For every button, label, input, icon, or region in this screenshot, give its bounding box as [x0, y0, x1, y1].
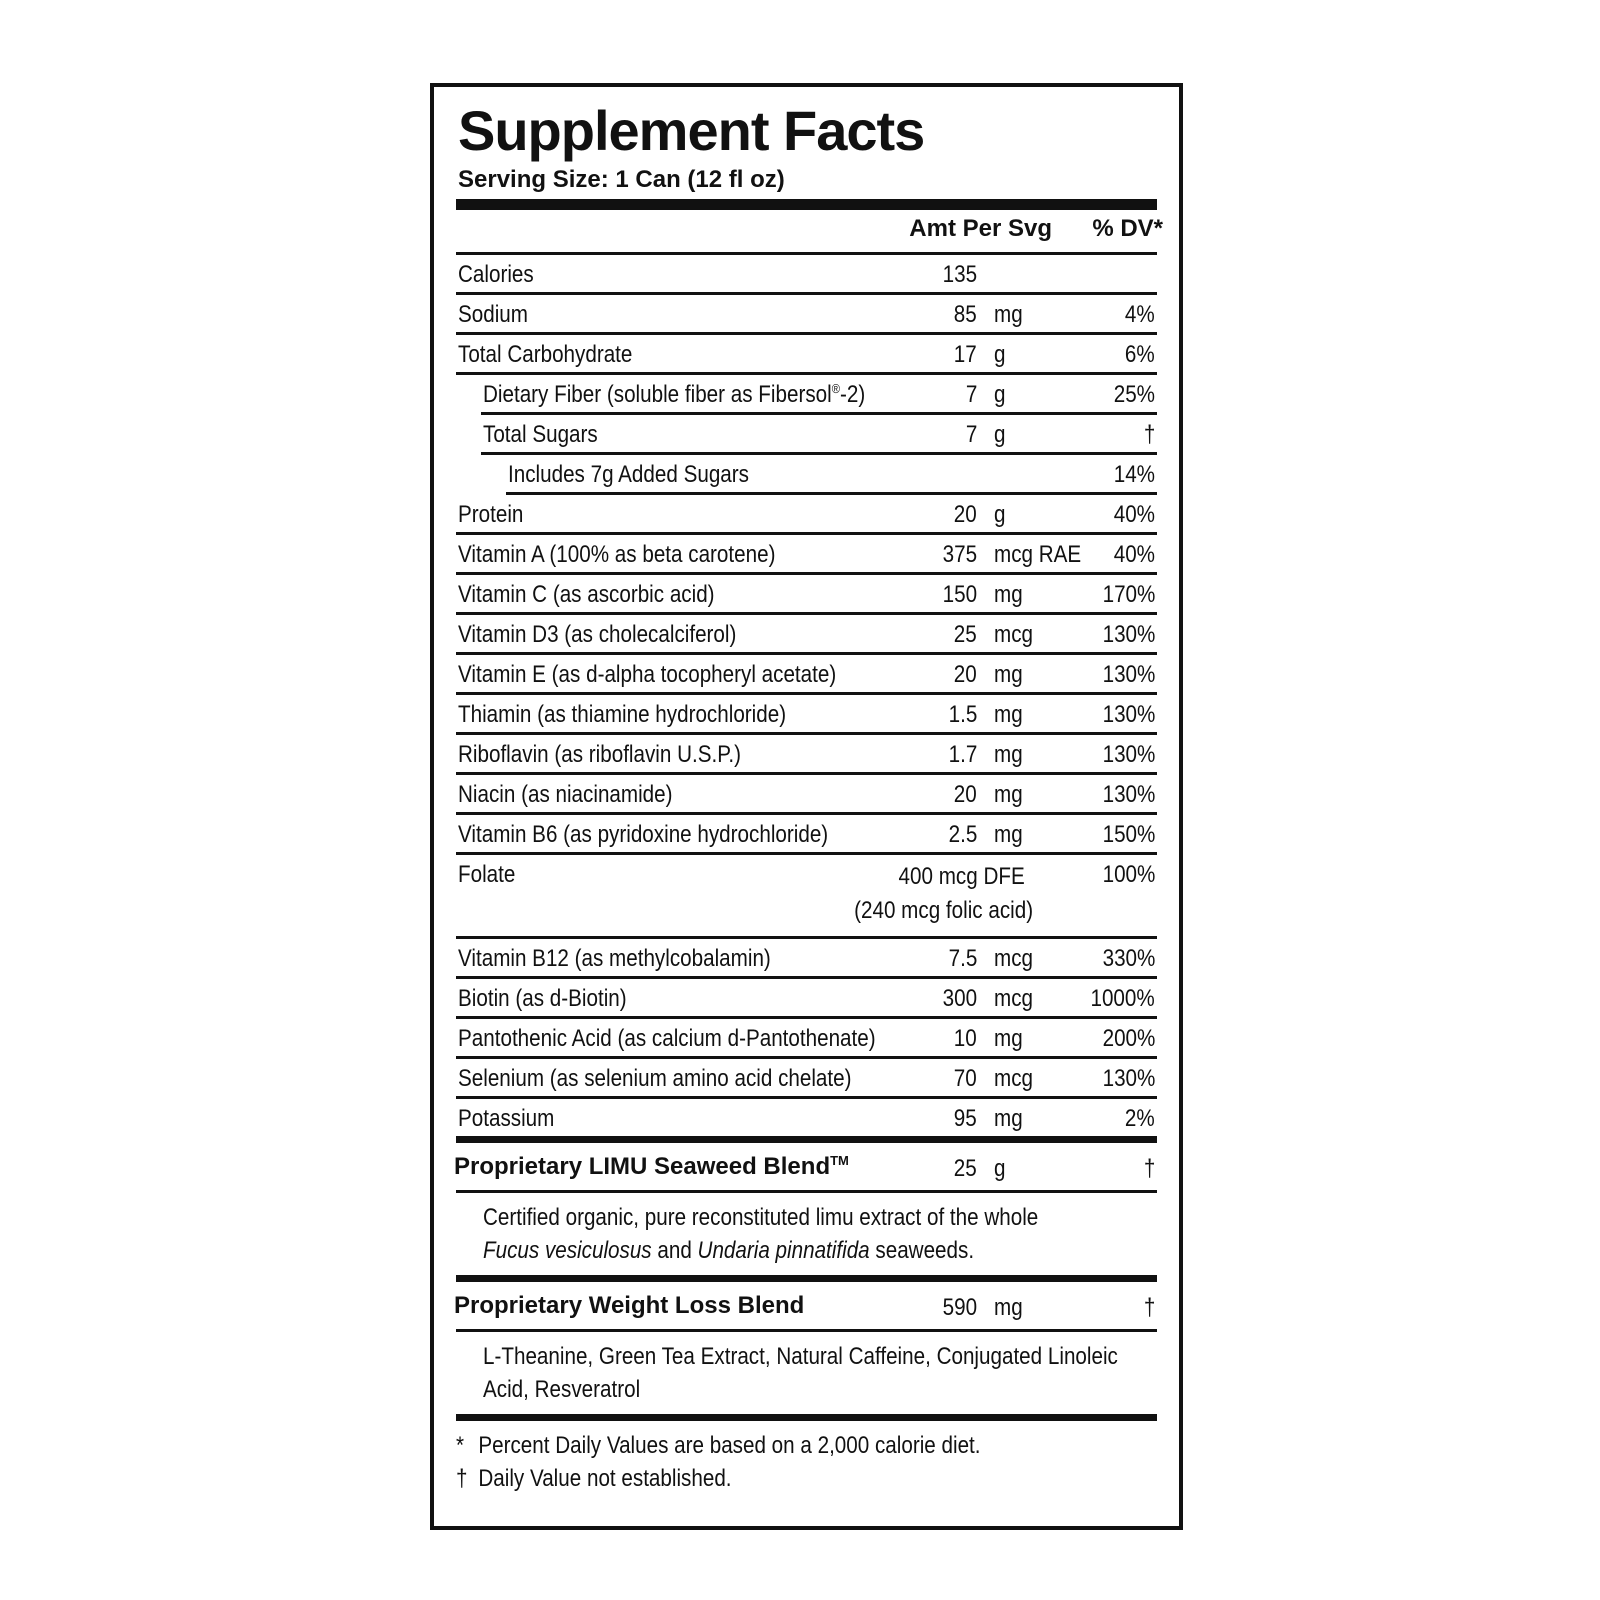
blend-label: Proprietary Weight Loss Blend [454, 1292, 805, 1319]
nutrient-amount: 20 [954, 661, 977, 688]
nutrient-dv: 130% [1102, 621, 1155, 648]
nutrient-amount: 1.7 [948, 741, 977, 768]
nutrient-label: Thiamin (as thiamine hydrochloride) [458, 701, 787, 728]
nutrient-label: Calories [458, 261, 534, 288]
nutrient-unit: mg [994, 741, 1023, 768]
nutrient-amount: 150 [942, 581, 977, 608]
nutrient-row-thiamin [456, 695, 1157, 735]
nutrient-label: Vitamin B12 (as methylcobalamin) [458, 945, 771, 972]
nutrient-unit: mg [994, 821, 1023, 848]
nutrient-unit: mg [994, 301, 1023, 328]
nutrient-row-niacin [456, 775, 1157, 815]
nutrient-label: Total Carbohydrate [458, 341, 633, 368]
nutrient-row-biotin [456, 979, 1157, 1019]
nutrient-label: Vitamin D3 (as cholecalciferol) [458, 621, 737, 648]
nutrient-unit: mg [994, 581, 1023, 608]
nutrient-dv: 130% [1102, 701, 1155, 728]
blend-unit: mg [994, 1294, 1023, 1321]
blend-amount: 590 [942, 1294, 977, 1321]
nutrient-amount: 7.5 [948, 945, 977, 972]
blend-label: Proprietary LIMU Seaweed Blend™ [454, 1153, 849, 1180]
serving-size: Serving Size: 1 Can (12 fl oz) [458, 166, 785, 193]
footnote-not-established: † Daily Value not established. [456, 1465, 732, 1492]
nutrient-dv: 100% [1102, 861, 1155, 888]
nutrient-row-added-sugars [506, 455, 1157, 495]
nutrient-dv: 130% [1102, 1065, 1155, 1092]
nutrient-dv: † [1143, 421, 1155, 448]
blend-description-line: Acid, Resveratrol [483, 1376, 641, 1403]
nutrient-row-vitamin-b6 [456, 815, 1157, 855]
nutrient-unit: mcg [994, 945, 1033, 972]
nutrient-row-vitamin-d3 [456, 615, 1157, 655]
footnotes [456, 1421, 1157, 1495]
nutrient-dv: 130% [1102, 661, 1155, 688]
nutrient-dv: 6% [1125, 341, 1155, 368]
nutrient-dv: 200% [1102, 1025, 1155, 1052]
nutrient-amount: 17 [954, 341, 977, 368]
nutrient-unit: mg [994, 781, 1023, 808]
nutrient-unit: mcg [994, 621, 1033, 648]
nutrient-label: Vitamin C (as ascorbic acid) [458, 581, 715, 608]
nutrient-unit: g [994, 381, 1006, 408]
nutrient-dv: 40% [1113, 541, 1155, 568]
blend-description-line: Fucus vesiculosus and Undaria pinnatifida seaweeds. [483, 1237, 975, 1264]
footnote-daily-values: * Percent Daily Values are based on a 2,000 calorie diet. [456, 1432, 981, 1459]
blend-dv: † [1143, 1155, 1155, 1182]
nutrient-dv: 1000% [1090, 985, 1155, 1012]
nutrient-amount: 375 [942, 541, 977, 568]
nutrient-label: Vitamin E (as d-alpha tocopheryl acetate) [458, 661, 837, 688]
nutrient-label: Total Sugars [483, 421, 598, 448]
nutrient-unit: g [994, 421, 1006, 448]
nutrient-row-vitamin-c [456, 575, 1157, 615]
blend-row-weight-loss [456, 1282, 1157, 1332]
nutrient-row-sodium [456, 295, 1157, 335]
nutrient-row-total-sugars [481, 415, 1157, 455]
nutrient-dv: 170% [1102, 581, 1155, 608]
nutrient-amount: 25 [954, 621, 977, 648]
nutrient-dv: 4% [1125, 301, 1155, 328]
nutrient-dv: 2% [1125, 1105, 1155, 1132]
nutrient-label: Pantothenic Acid (as calcium d-Pantothenate) [458, 1025, 876, 1052]
nutrient-row-vitamin-a [456, 535, 1157, 575]
nutrient-unit: mg [994, 661, 1023, 688]
nutrient-dv: 14% [1113, 461, 1155, 488]
nutrient-label: Biotin (as d-Biotin) [458, 985, 627, 1012]
nutrient-unit: mg [994, 1105, 1023, 1132]
header-rule [456, 199, 1157, 210]
nutrient-unit: mg [994, 1025, 1023, 1052]
nutrient-label: Folate [458, 861, 516, 888]
nutrient-amount: 95 [954, 1105, 977, 1132]
nutrient-label: Potassium [458, 1105, 555, 1132]
nutrient-amount: 135 [942, 261, 977, 288]
nutrient-label: Selenium (as selenium amino acid chelate) [458, 1065, 852, 1092]
nutrient-row-potassium [456, 1099, 1157, 1143]
nutrient-row-vitamin-b12 [456, 939, 1157, 979]
blend-row-limu-seaweed [456, 1143, 1157, 1193]
nutrient-label: Protein [458, 501, 524, 528]
nutrient-amount: 7 [965, 421, 977, 448]
nutrient-row-protein [456, 495, 1157, 535]
nutrient-dv: 40% [1113, 501, 1155, 528]
registered-mark: ® [831, 381, 840, 396]
nutrient-row-riboflavin [456, 735, 1157, 775]
nutrient-row-vitamin-e [456, 655, 1157, 695]
nutrient-amount: 2.5 [948, 821, 977, 848]
panel-title: Supplement Facts [458, 99, 925, 162]
blend-description-weight-loss [456, 1332, 1157, 1421]
nutrient-unit: mg [994, 701, 1023, 728]
nutrient-unit: mcg [994, 1065, 1033, 1092]
blend-description-line: L-Theanine, Green Tea Extract, Natural Caffeine, Conjugated Linoleic [483, 1343, 1118, 1370]
column-header [456, 213, 1163, 249]
nutrient-label: Vitamin B6 (as pyridoxine hydrochloride) [458, 821, 829, 848]
nutrient-amount: 20 [954, 781, 977, 808]
nutrient-amount: 1.5 [948, 701, 977, 728]
nutrient-row-selenium [456, 1059, 1157, 1099]
nutrient-row-total-carbohydrate [456, 335, 1157, 375]
nutrient-unit: mcg RAE [994, 541, 1082, 568]
nutrient-dv: 25% [1113, 381, 1155, 408]
blend-unit: g [994, 1155, 1006, 1182]
blend-amount: 25 [954, 1155, 977, 1182]
nutrient-row-calories [456, 252, 1157, 295]
dv-column-header: % DV* [1092, 215, 1163, 242]
nutrient-dv: 130% [1102, 741, 1155, 768]
nutrient-label: Dietary Fiber (soluble fiber as Fibersol®-2) [483, 381, 866, 408]
amount-column-header: Amt Per Svg [909, 215, 1052, 242]
supplement-facts-panel [430, 83, 1183, 1530]
nutrient-label: Niacin (as niacinamide) [458, 781, 673, 808]
nutrient-amount-note: (240 mcg folic acid) [854, 897, 1033, 924]
nutrient-unit: g [994, 501, 1006, 528]
nutrient-row-dietary-fiber [481, 375, 1157, 415]
nutrient-label: Vitamin A (100% as beta carotene) [458, 541, 776, 568]
nutrient-amount: 400 mcg DFE [898, 863, 1025, 890]
nutrient-row-pantothenic-acid [456, 1019, 1157, 1059]
nutrient-dv: 130% [1102, 781, 1155, 808]
nutrient-table [456, 252, 1157, 1495]
nutrient-label: Includes 7g Added Sugars [508, 461, 749, 488]
nutrient-amount: 70 [954, 1065, 977, 1092]
nutrient-dv: 330% [1102, 945, 1155, 972]
blend-description-line: Certified organic, pure reconstituted limu extract of the whole [483, 1204, 1039, 1231]
nutrient-label: Riboflavin (as riboflavin U.S.P.) [458, 741, 741, 768]
nutrient-amount: 7 [965, 381, 977, 408]
nutrient-dv: 150% [1102, 821, 1155, 848]
nutrient-amount: 10 [954, 1025, 977, 1052]
nutrient-amount: 85 [954, 301, 977, 328]
blend-dv: † [1143, 1294, 1155, 1321]
nutrient-label: Sodium [458, 301, 528, 328]
nutrient-unit: g [994, 341, 1006, 368]
nutrient-amount: 300 [942, 985, 977, 1012]
nutrient-unit: mcg [994, 985, 1033, 1012]
trademark-mark: TM [830, 1153, 849, 1168]
nutrient-row-folate [456, 855, 1157, 939]
nutrient-amount: 20 [954, 501, 977, 528]
blend-description-limu [456, 1193, 1157, 1282]
